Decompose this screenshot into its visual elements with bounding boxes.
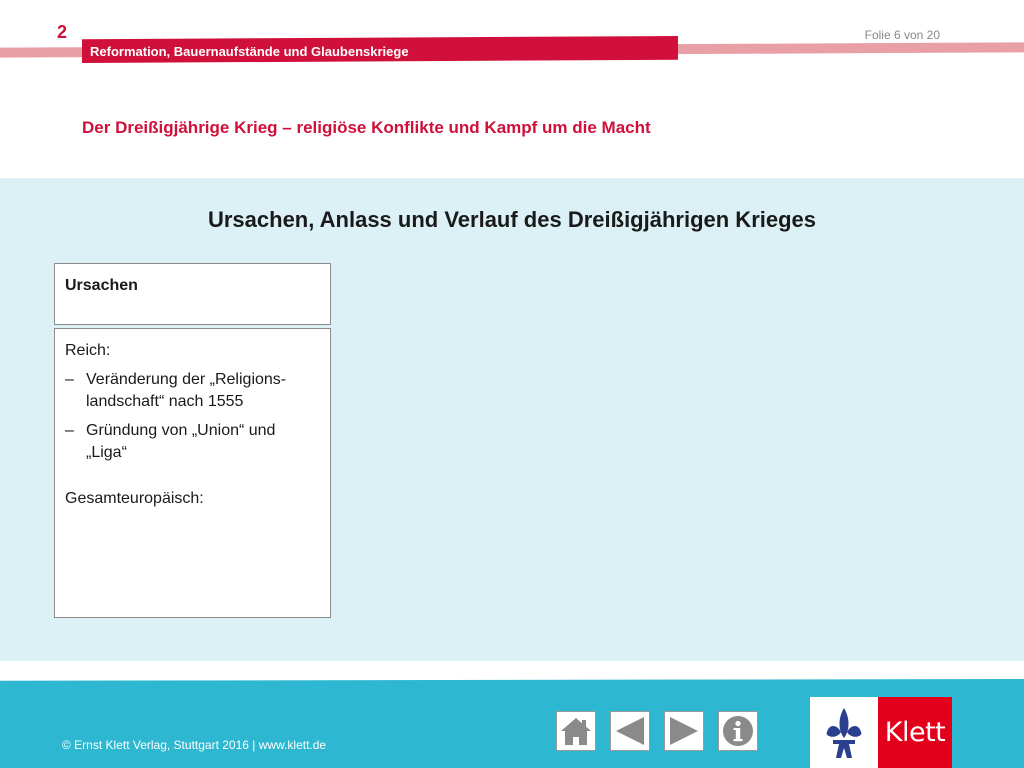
dash-bullet: –	[65, 422, 74, 439]
next-button[interactable]	[664, 711, 704, 751]
klett-logo-text: Klett	[884, 717, 946, 748]
card-title: Ursachen	[65, 277, 138, 294]
page-subtitle: Der Dreißigjährige Krieg – religiöse Konflikte und Kampf um die Macht	[82, 118, 651, 137]
list-item	[65, 420, 320, 464]
card-body	[54, 328, 331, 618]
list-item-text: Veränderung der „Religions-landschaft“ nach 1555	[86, 371, 287, 410]
info-button[interactable]	[718, 711, 758, 751]
klett-lily-icon	[810, 697, 878, 768]
klett-logo[interactable]	[810, 697, 952, 768]
page-title: Ursachen, Anlass und Verlauf des Dreißigjährigen Krieges	[207, 207, 817, 232]
prev-button[interactable]	[610, 711, 650, 751]
section-label-gesamteuropaeisch: Gesamteuropäisch:	[65, 490, 204, 507]
triangle-right-icon	[667, 715, 701, 747]
copyright: © Ernst Klett Verlag, Stuttgart 2016 | www.klett.de	[62, 738, 327, 752]
triangle-left-icon	[613, 715, 647, 747]
list-item	[65, 369, 320, 413]
card-header	[54, 263, 331, 325]
bullet-list	[65, 369, 320, 464]
chapter-number: 2	[57, 22, 68, 42]
info-icon	[721, 714, 755, 748]
home-button[interactable]	[556, 711, 596, 751]
klett-wordmark	[878, 697, 952, 768]
chapter-title: Reformation, Bauernaufstände und Glaubenskriege	[90, 44, 409, 59]
list-item-text: Gründung von „Union“ und „Liga“	[86, 422, 276, 461]
slide-counter: Folie 6 von 20	[864, 28, 940, 42]
home-icon	[559, 715, 593, 747]
dash-bullet: –	[65, 371, 74, 388]
section-label-reich: Reich:	[65, 342, 111, 359]
spacer	[65, 471, 320, 489]
